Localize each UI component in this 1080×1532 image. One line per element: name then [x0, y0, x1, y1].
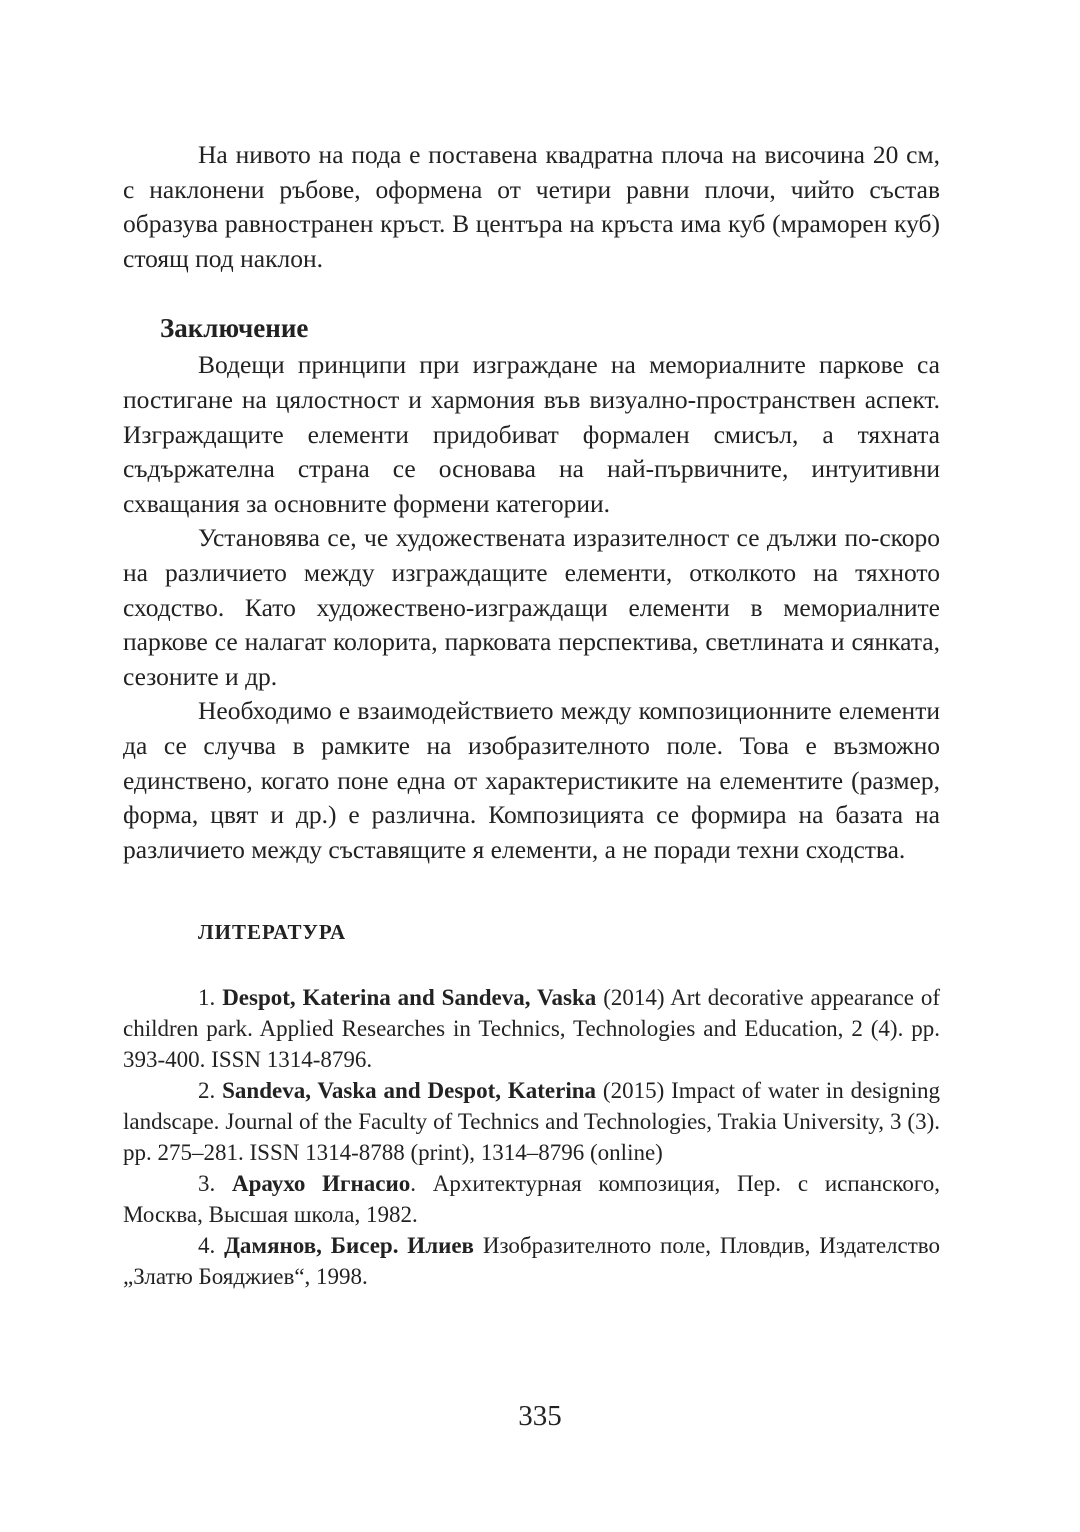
reference-authors: Sandeva, Vaska and Despot, Katerina — [222, 1078, 597, 1104]
reference-details: (2014) Art decorative appearance of children park. Applied Researches in Technics, Technologies and Education, 2 (4). pp. 393-400. ISSN 1314-8796. — [123, 985, 941, 1073]
conclusion-heading: Заключение — [160, 313, 309, 344]
reference-authors: Despot, Katerina and Sandeva, Vaska — [222, 985, 597, 1011]
conclusion-paragraph-1: Водещи принципи при изграждане на мемориалните паркове са постигане на цялостност и хармония във визуално-пространствен аспект. Изграждащите елементи придобиват формален смисъл, а тяхната съдържателна страна се основава на най-първичните, интуитивни схващания за основните формени категории. — [123, 350, 940, 518]
reference-number: 2. — [198, 1078, 216, 1104]
page-body — [123, 138, 940, 1292]
reference-authors: Дамянов, Бисер. Илиев — [224, 1233, 474, 1259]
literature-heading: ЛИТЕРАТУРА — [198, 920, 347, 945]
reference-item — [123, 1230, 940, 1292]
reference-authors: Араухо Игнасио — [232, 1171, 411, 1197]
conclusion-paragraph-2: Установява се, че художествената изразителност се дължи по-скоро на различието между изграждащите елементи, отколкото на тяхното сходство. Като художествено-изграждащи елементи в мемориалните паркове се налагат колорита, парковата перспектива, светлината и сянката, сезоните и др. — [123, 523, 940, 691]
conclusion-paragraph-3: Необходимо е взаимодействието между композиционните елементи да се случва в рамките на изобразителното поле. Това е възможно единствено, когато поне една от характеристиките на елементите (размер, форма, цвят и др.) е различна. Композицията се формира на базата на различието между съставящите я елементи, а не поради техни сходства. — [123, 696, 940, 864]
reference-details: (2015) Impact of water in designing landscape. Journal of the Faculty of Technics and Technologies, Trakia University, 3 (3). pp. 275–281. ISSN 1314-8788 (print), 1314–8796 (online) — [123, 1078, 941, 1166]
intro-paragraph: На нивото на пода е поставена квадратна плоча на височина 20 см, с наклонени ръбове, оформена от четири равни плочи, чийто състав образува равностранен кръст. В центъра на кръста има куб (мраморен куб) стоящ под наклон. — [123, 140, 940, 273]
reference-number: 1. — [198, 985, 216, 1011]
reference-list — [123, 982, 940, 1292]
reference-item — [123, 1075, 940, 1168]
reference-details: . Архитектурная композиция, Пер. с испанского, Москва, Высшая школа, 1982. — [123, 1171, 940, 1228]
reference-number: 4. — [198, 1233, 216, 1259]
reference-number: 3. — [198, 1171, 216, 1197]
page-number: 335 — [518, 1400, 562, 1432]
reference-item — [123, 1168, 940, 1230]
reference-details: Изобразителното поле, Пловдив, Издателство „Златю Бояджиев“, 1998. — [123, 1233, 941, 1290]
reference-item — [123, 982, 940, 1075]
